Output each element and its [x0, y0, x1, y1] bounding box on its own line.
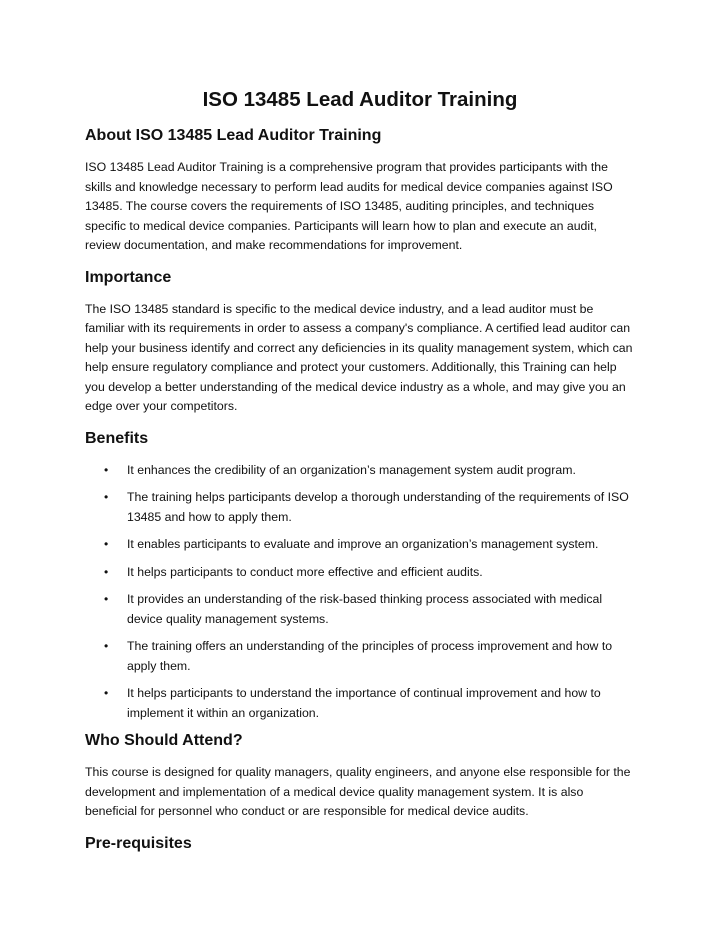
list-item-text: It enhances the credibility of an organization’s management system audit program. [127, 462, 576, 477]
list-item-text: It helps participants to conduct more effective and efficient audits. [127, 564, 483, 579]
list-item-text: It enables participants to evaluate and improve an organization’s management system. [127, 537, 599, 551]
list-item [85, 488, 635, 527]
importance-paragraph: The ISO 13485 standard is specific to the medical device industry, and a lead auditor must be familiar with its requirements in order to assess a company's compliance. A certified lead auditor can help your business identify and correct any deficiencies in its quality management system, which can help ensure regulatory compliance and protect your customers. Additionally, this Training can help you develop a better understanding of the medical device industry as a whole, and may give you an edge over your competitors. [85, 301, 633, 413]
about-paragraph: ISO 13485 Lead Auditor Training is a comprehensive program that provides participants with the skills and knowledge necessary to perform lead audits for medical device companies against ISO 13485. The course covers the requirements of ISO 13485, auditing principles, and techniques specific to medical device companies. Participants will learn how to plan and execute an audit, review documentation, and make recommendations for improvement. [85, 160, 613, 252]
list-item-text: The training offers an understanding of the principles of process improvement and how to apply them. [127, 639, 613, 673]
list-item [85, 461, 635, 481]
importance-heading: Importance [85, 268, 172, 286]
list-item [85, 684, 635, 723]
benefits-list [85, 461, 635, 724]
document-title: ISO 13485 Lead Auditor Training [202, 88, 518, 111]
list-item-text: It helps participants to understand the importance of continual improvement and how to implement it within an organization. [127, 686, 601, 720]
who-should-attend-paragraph: This course is designed for quality managers, quality engineers, and anyone else responsible for the development and implementation of a medical device quality management system. It is also beneficial for personnel who conduct or are responsible for medical device audits. [85, 765, 631, 818]
list-item-text: It provides an understanding of the risk-based thinking process associated with medical device quality management systems. [127, 592, 603, 626]
bullet-icon: • [104, 462, 109, 477]
prerequisites-heading: Pre-requisites [85, 834, 192, 852]
about-heading: About ISO 13485 Lead Auditor Training [85, 127, 382, 144]
bullet-icon: • [104, 564, 109, 579]
bullet-icon: • [104, 537, 109, 551]
bullet-icon: • [104, 592, 109, 606]
list-item [85, 637, 635, 676]
bullet-icon: • [104, 686, 109, 700]
bullet-icon: • [104, 490, 109, 504]
bullet-icon: • [104, 639, 109, 653]
who-should-attend-heading: Who Should Attend? [85, 732, 243, 749]
list-item [85, 590, 635, 629]
benefits-heading: Benefits [85, 429, 149, 447]
list-item [85, 563, 635, 583]
list-item [85, 535, 635, 555]
document-page [85, 88, 635, 866]
list-item-text: The training helps participants develop a thorough understanding of the requirements of ISO 13485 and how to apply them. [127, 490, 629, 524]
